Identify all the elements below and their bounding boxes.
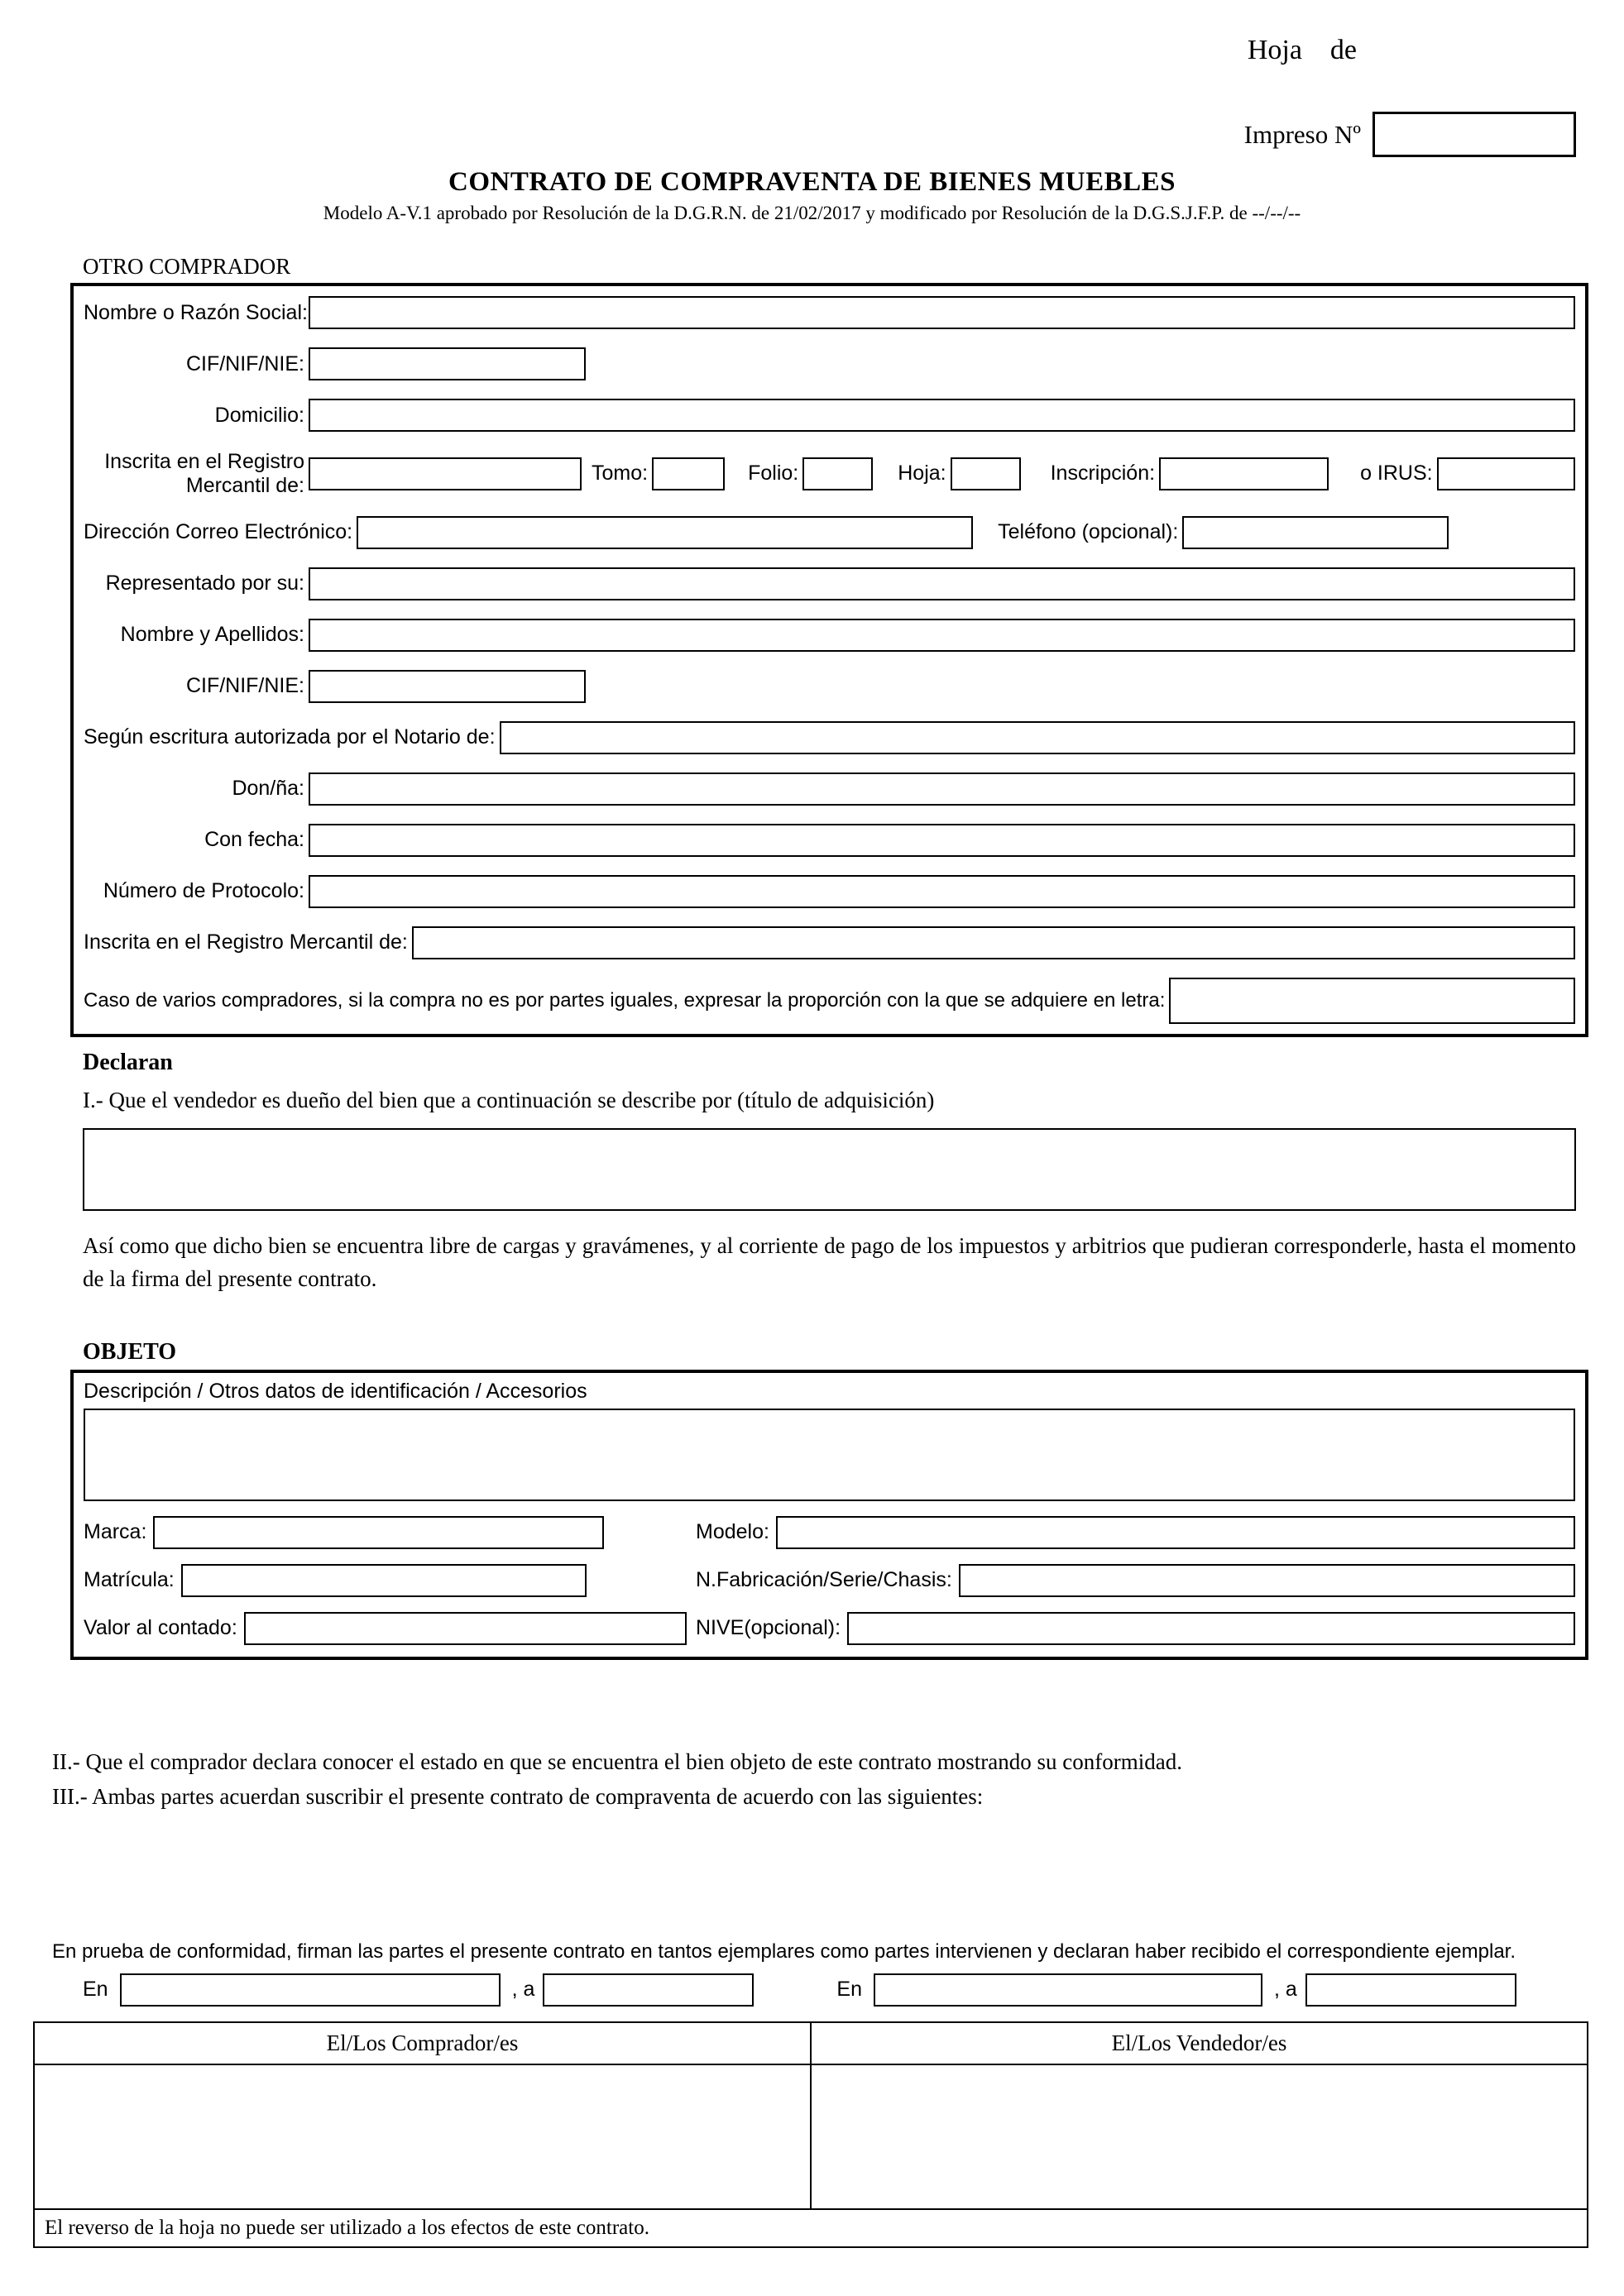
registro-mercantil-label: Inscrita en el Registro Mercantil de: — [104, 450, 304, 497]
row-correo-telefono — [84, 516, 1575, 549]
fecha-input-2[interactable] — [1305, 1973, 1516, 2007]
signature-header-row — [35, 2023, 1587, 2065]
signature-body-row — [35, 2065, 1587, 2210]
clause-ii-text: II.- Que el comprador declara conocer el estado en que se encuentra el bien objeto de este contrato mostrando su conformidad. — [52, 1748, 1182, 1774]
page-subtitle: Modelo A-V.1 aprobado por Resolución de la D.G.R.N. de 21/02/2017 y modificado por Resolución de la D.G.S.J.F.P. de --/--/-- — [323, 203, 1301, 223]
hoja-de-line — [0, 35, 1624, 66]
telefono-input[interactable] — [1182, 516, 1449, 549]
don-na-input[interactable] — [309, 773, 1575, 806]
cif-nif-nie-input[interactable] — [309, 347, 586, 380]
nive-group — [696, 1612, 1575, 1645]
con-fecha-input[interactable] — [309, 824, 1575, 857]
inscripcion-label: Inscripción: — [1050, 462, 1156, 486]
de-label: de — [1329, 35, 1357, 65]
otro-comprador-box — [70, 283, 1588, 1037]
descripcion-input[interactable] — [84, 1409, 1575, 1501]
lugar-input-2[interactable] — [874, 1973, 1262, 2007]
impreso-label: Impreso Nº — [1243, 119, 1361, 149]
o-irus-input[interactable] — [1437, 457, 1575, 490]
impreso-line — [0, 112, 1624, 157]
folio-label: Folio: — [748, 462, 799, 486]
domicilio-label: Domicilio: — [214, 403, 304, 427]
correo-electronico-label: Dirección Correo Electrónico: — [84, 520, 353, 544]
cif-nif-nie-label: CIF/NIF/NIE: — [185, 352, 304, 375]
matricula-input[interactable] — [181, 1564, 587, 1597]
registro-mercantil-2-input[interactable] — [412, 926, 1575, 959]
nombre-razon-social-input[interactable] — [309, 296, 1575, 329]
nombre-apellidos-input[interactable] — [309, 619, 1575, 652]
correo-electronico-input[interactable] — [357, 516, 973, 549]
marca-label: Marca: — [84, 1520, 147, 1544]
folio-input[interactable] — [802, 457, 873, 490]
declaran-heading: Declaran — [83, 1049, 173, 1075]
numero-protocolo-label: Número de Protocolo: — [103, 879, 304, 903]
fecha-input-1[interactable] — [543, 1973, 754, 2007]
row-cif-nif-nie-representante — [84, 670, 1575, 703]
representado-input[interactable] — [309, 567, 1575, 600]
valor-contado-input[interactable] — [244, 1612, 687, 1645]
hoja-label: Hoja — [1247, 35, 1302, 65]
tomo-label: Tomo: — [592, 462, 649, 486]
tomo-input[interactable] — [652, 457, 725, 490]
proporcion-letra-input[interactable] — [1169, 978, 1575, 1024]
fabricacion-input[interactable] — [959, 1564, 1575, 1597]
inscripcion-input[interactable] — [1159, 457, 1329, 490]
vendedor-signature-area[interactable] — [812, 2065, 1587, 2208]
comprador-header: El/Los Comprador/es — [35, 2023, 812, 2064]
registro-mercantil-2-label: Inscrita en el Registro Mercantil de: — [84, 930, 408, 954]
valor-group — [84, 1612, 696, 1645]
clause-iii-text: III.- Ambas partes acuerdan suscribir el presente contrato de compraventa de acuerdo con las siguientes: — [52, 1783, 984, 1809]
row-con-fecha — [84, 824, 1575, 857]
modelo-label: Modelo: — [696, 1520, 769, 1544]
row-nombre-razon-social — [84, 296, 1575, 329]
fabricacion-group — [696, 1564, 1575, 1597]
telefono-label: Teléfono (opcional): — [998, 520, 1179, 544]
modelo-group — [696, 1516, 1575, 1549]
a-label-2: , a — [1273, 1978, 1297, 2001]
row-don-na — [84, 773, 1575, 806]
en-label-1: En — [83, 1978, 108, 2001]
en-label-2: En — [836, 1978, 862, 2001]
don-na-label: Don/ña: — [232, 777, 304, 801]
nombre-razon-social-label: Nombre o Razón Social: — [84, 300, 308, 324]
row-caso-varios-compradores — [84, 978, 1575, 1024]
section-title-otro-comprador: OTRO COMPRADOR — [83, 254, 291, 279]
a-label-1: , a — [511, 1978, 535, 2001]
conformidad-text: En prueba de conformidad, firman las partes el presente contrato en tantos ejemplares como partes intervienen y declaran haber recibido el correspondiente ejemplar. — [52, 1940, 1516, 1963]
hoja-field-input[interactable] — [951, 457, 1021, 490]
section-title-objeto: OBJETO — [83, 1338, 177, 1365]
row-registro-mercantil — [84, 450, 1575, 498]
caso-varios-compradores-label: Caso de varios compradores, si la compra no es por partes iguales, expresar la proporción con la que se adquiere en letra: — [84, 988, 1166, 1012]
matricula-label: Matrícula: — [84, 1568, 175, 1592]
objeto-box — [70, 1370, 1588, 1660]
representado-label: Representado por su: — [105, 572, 304, 596]
cif-nif-nie-representante-input[interactable] — [309, 670, 586, 703]
row-registro-mercantil-2 — [84, 926, 1575, 959]
impreso-number-input[interactable] — [1372, 112, 1576, 157]
row-cif-nif-nie — [84, 347, 1575, 380]
cargas-paragraph: Así como que dicho bien se encuentra libre de cargas y gravámenes, y al corriente de pago de los impuestos y arbitrios que pudieran corresponderle, hasta el momento de la firma del presente contrato. — [83, 1232, 1576, 1291]
nive-label: NIVE(opcional): — [696, 1616, 841, 1640]
row-valor-nive — [84, 1612, 1575, 1645]
page-title: CONTRATO DE COMPRAVENTA DE BIENES MUEBLES — [448, 167, 1176, 197]
registro-mercantil-input[interactable] — [309, 457, 582, 490]
descripcion-label: Descripción / Otros datos de identificación / Accesorios — [84, 1379, 587, 1403]
modelo-input[interactable] — [776, 1516, 1575, 1549]
row-domicilio — [84, 399, 1575, 432]
segun-escritura-input[interactable] — [500, 721, 1575, 754]
comprador-signature-area[interactable] — [35, 2065, 812, 2208]
row-nombre-apellidos — [84, 619, 1575, 652]
segun-escritura-label: Según escritura autorizada por el Notario de: — [84, 725, 496, 749]
hoja-field-label: Hoja: — [898, 462, 946, 486]
valor-contado-label: Valor al contado: — [84, 1616, 237, 1640]
matricula-group — [84, 1564, 696, 1597]
signature-table — [33, 2021, 1588, 2248]
clause-i-text: I.- Que el vendedor es dueño del bien que a continuación se describe por (título de adquisición) — [83, 1087, 935, 1112]
row-matricula-chasis — [84, 1564, 1575, 1597]
marca-group — [84, 1516, 696, 1549]
reverso-note: El reverso de la hoja no puede ser utilizado a los efectos de este contrato. — [45, 2216, 649, 2239]
lugar-input-1[interactable] — [120, 1973, 501, 2007]
fabricacion-label: N.Fabricación/Serie/Chasis: — [696, 1568, 952, 1592]
domicilio-input[interactable] — [309, 399, 1575, 432]
row-representado — [84, 567, 1575, 600]
nombre-apellidos-label: Nombre y Apellidos: — [120, 623, 304, 647]
lugar-fecha-row — [83, 1973, 1576, 2007]
marca-input[interactable] — [153, 1516, 604, 1549]
row-segun-escritura — [84, 721, 1575, 754]
con-fecha-label: Con fecha: — [204, 828, 304, 852]
nive-input[interactable] — [847, 1612, 1575, 1645]
row-numero-protocolo — [84, 875, 1575, 908]
titulo-adquisicion-input[interactable] — [83, 1128, 1576, 1211]
numero-protocolo-input[interactable] — [309, 875, 1575, 908]
vendedor-header: El/Los Vendedor/es — [1111, 2030, 1287, 2055]
o-irus-label: o IRUS: — [1360, 462, 1433, 486]
row-marca-modelo — [84, 1516, 1575, 1549]
cif-nif-nie-representante-label: CIF/NIF/NIE: — [185, 674, 304, 698]
